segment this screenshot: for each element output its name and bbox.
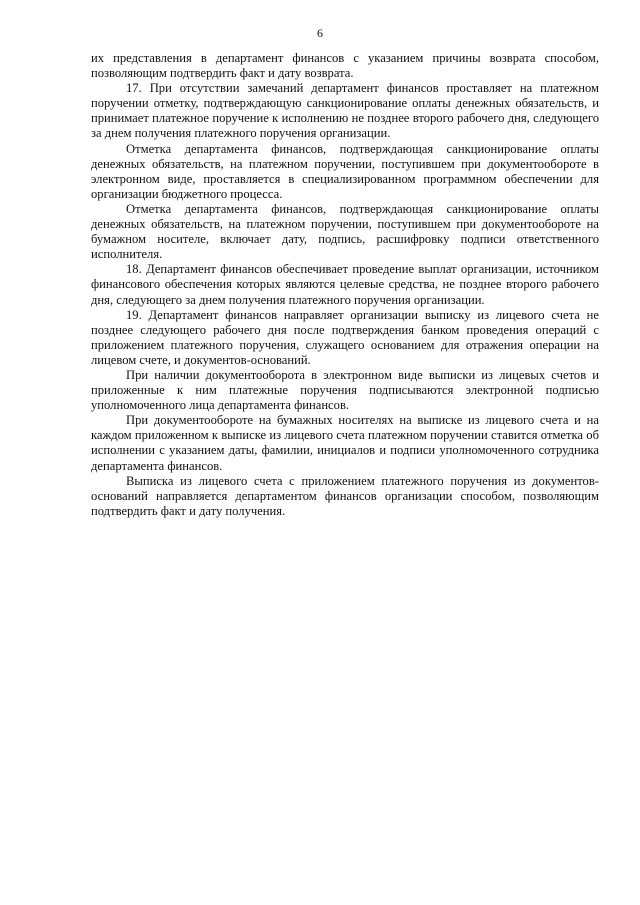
paragraph-electronic-statements: При наличии документооборота в электронном виде выписки из лицевых счетов и приложенные к ним платежные поручения подписываются электронной подписью уполномоченного лица департамента финансов. [91,367,599,413]
document-body [91,51,599,519]
paragraph-statement-delivery: Выписка из лицевого счета с приложением платежного поручения из документов-оснований направляется департаментом финансов организации способом, позволяющим подтвердить факт и дату получения. [91,473,599,518]
paragraph-item-18: 18. Департамент финансов обеспечивает проведение выплат организации, источником финансового обеспечения которых являются целевые средства, не позднее второго рабочего дня, следующего за днем получения платежного поручения организации. [91,262,599,307]
paragraph-paper-mark: Отметка департамента финансов, подтверждающая санкционирование оплаты денежных обязательств, на платежном поручении, поступившем при документообороте на бумажном носителе, включает дату, подпись, расшифровку подписи ответственного исполнителя. [91,201,599,262]
paragraph-continuation: их представления в департамент финансов с указанием причины возврата способом, позволяющим подтвердить факт и дату возврата. [91,51,599,81]
paragraph-paper-statements: При документообороте на бумажных носителях на выписке из лицевого счета и на каждом приложенном к выписке из лицевого счета платежном поручении ставится отметка об исполнении с указанием даты, фамилии, инициалов и подписи уполномоченного сотрудника департамента финансов. [91,413,599,473]
paragraph-item-19: 19. Департамент финансов направляет организации выписку из лицевого счета не позднее следующего рабочего дня после подтверждения банком проведения операций с приложением платежного поручения, служащего основанием для отражения операции на лицевом счете, и документов-оснований. [91,307,599,367]
paragraph-item-17: 17. При отсутствии замечаний департамент финансов проставляет на платежном поручении отметку, подтверждающую санкционирование оплаты денежных обязательств, и принимает платежное поручение к исполнению не позднее второго рабочего дня, следующего за днем получения платежного поручения организации. [91,81,599,141]
paragraph-electronic-mark: Отметка департамента финансов, подтверждающая санкционирование оплаты денежных обязательств, на платежном поручении, поступившем при документообороте в электронном виде, проставляется в специализированном программном обеспечении для организации бюджетного процесса. [91,141,599,201]
page-number: 6 [317,26,323,40]
